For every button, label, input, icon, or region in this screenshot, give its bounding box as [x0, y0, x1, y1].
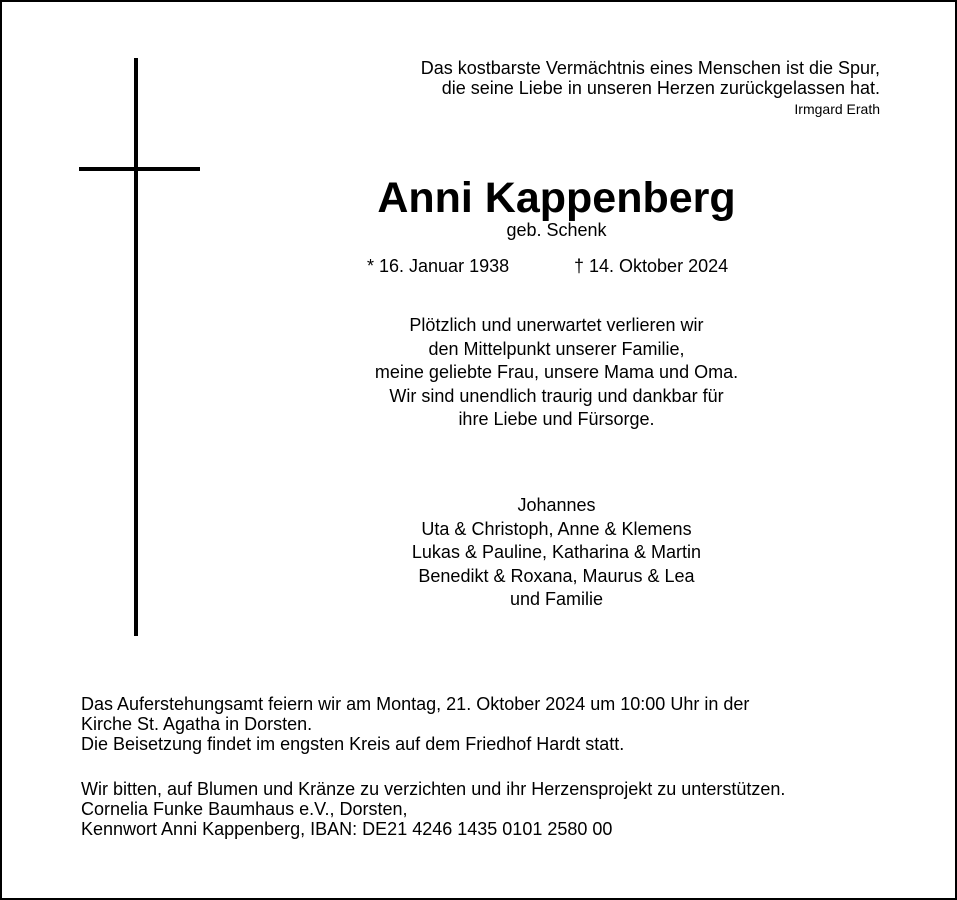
service-line: Die Beisetzung findet im engsten Kreis auf dem Friedhof Hardt statt. [81, 734, 625, 754]
service-info [81, 694, 749, 754]
birth-date: * 16. Januar 1938 [367, 256, 510, 276]
mourner-line: Uta & Christoph, Anne & Klemens [421, 518, 692, 539]
mourner-line: Johannes [517, 495, 596, 515]
mourner-line: Lukas & Pauline, Katharina & Martin [411, 542, 702, 562]
mourners-list [300, 494, 813, 612]
mourner-line: Benedikt & Roxana, Maurus & Lea [418, 565, 695, 586]
message-line: den Mittelpunkt unserer Familie, [428, 338, 685, 359]
cross-horizontal-bar [79, 167, 200, 171]
donation-line: Kennwort Anni Kappenberg, IBAN: DE21 4246 1435 0101 2580 00 [81, 819, 613, 839]
message-line: Plötzlich und unerwartet verlieren wir [409, 315, 704, 335]
mourner-line: und Familie [509, 589, 604, 609]
message [300, 314, 813, 432]
donation-info [81, 779, 785, 839]
birth-name: geb. Schenk [506, 220, 607, 240]
message-line: meine geliebte Frau, unsere Mama und Oma. [374, 362, 739, 382]
message-line: Wir sind unendlich traurig und dankbar für [389, 385, 724, 406]
quote-line: Das kostbarste Vermächtnis eines Menschen ist die Spur, [420, 58, 880, 78]
service-line: Kirche St. Agatha in Dorsten. [81, 714, 313, 734]
quote [421, 58, 880, 98]
donation-line: Cornelia Funke Baumhaus e.V., Dorsten, [81, 799, 408, 819]
deceased-name: Anni Kappenberg [377, 174, 736, 222]
quote-author: Irmgard Erath [794, 101, 880, 117]
service-line: Das Auferstehungsamt feiern wir am Montag, 21. Oktober 2024 um 10:00 Uhr in der [81, 694, 750, 714]
message-line: ihre Liebe und Fürsorge. [458, 409, 655, 429]
death-date: † 14. Oktober 2024 [574, 256, 729, 276]
donation-line: Wir bitten, auf Blumen und Kränze zu verzichten und ihr Herzensprojekt zu unterstützen. [81, 779, 786, 799]
quote-line: die seine Liebe in unseren Herzen zurückgelassen hat. [441, 78, 880, 98]
cross-vertical-bar [134, 58, 138, 636]
